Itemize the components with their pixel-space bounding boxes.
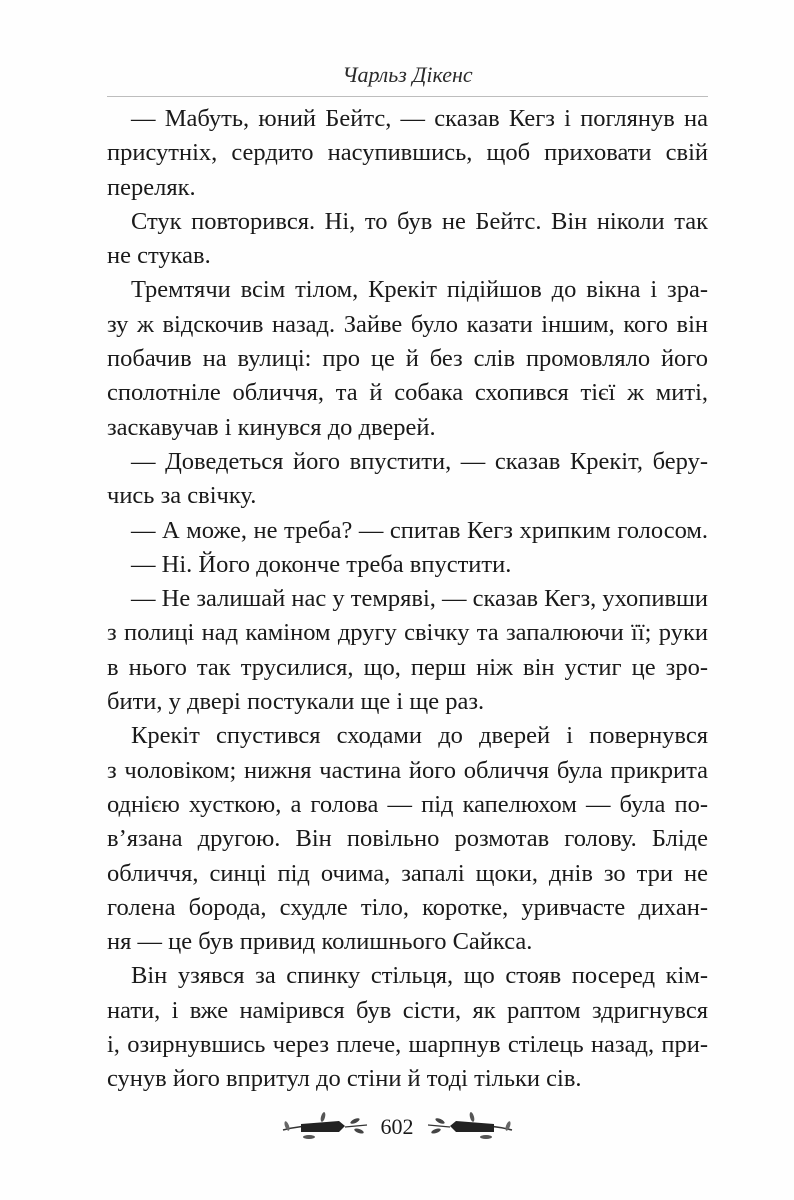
text-line: нати, і вже намірився був сісти, як раптом здригнувся xyxy=(107,996,708,1024)
text-line: бити, у двері постукали ще і ще раз. xyxy=(107,688,485,716)
text-line: ня — це був привид колишнього Сайкса. xyxy=(107,928,533,956)
text-line: сполотніле обличчя, та й собака схопився тієї ж миті, xyxy=(107,379,708,407)
text-line: не стукав. xyxy=(107,242,211,270)
text-line: — А може, не треба? — спитав Кегз хрипким голосом. xyxy=(131,516,708,544)
text-line: сунув його впритул до стіни й тоді тільки сів. xyxy=(107,1065,582,1093)
text-line: зу ж відскочив назад. Зайве було казати іншим, кого він xyxy=(107,310,708,338)
body-text xyxy=(107,102,708,1097)
text-line: Тремтячи всім тілом, Крекіт підійшов до вікна і зра- xyxy=(131,276,708,304)
text-line: заскавучав і кинувся до дверей. xyxy=(107,413,436,441)
text-line: однією хусткою, а голова — під капелюхом — була по- xyxy=(107,790,708,818)
text-line: — Доведеться його впустити, — сказав Крекіт, беру- xyxy=(131,447,708,475)
text-line: Крекіт спустився сходами до дверей і повернувся xyxy=(131,722,708,750)
text-line: обличчя, синці під очима, запалі щоки, днів зо три не xyxy=(107,859,708,887)
laurel-branch-left-icon xyxy=(279,1112,371,1142)
text-line: з полиці над каміном другу свічку та запалюючи її; руки xyxy=(107,619,708,647)
page-footer xyxy=(0,1112,794,1142)
text-line: голена борода, схудле тіло, коротке, уривчасте дихан- xyxy=(107,893,708,921)
text-line: побачив на вулиці: про це й без слів промовляло його xyxy=(107,345,708,373)
text-line: чись за свічку. xyxy=(107,482,257,510)
text-line: — Не залишай нас у темряві, — сказав Кегз, ухопивши xyxy=(131,585,708,613)
text-line: і, озирнувшись через плече, шарпнув стілець назад, при- xyxy=(107,1031,708,1059)
text-line: переляк. xyxy=(107,173,196,201)
header-rule xyxy=(107,96,708,97)
text-line: в нього так трусилися, що, перш ніж він устиг це зро- xyxy=(107,653,708,681)
text-line: Він узявся за спинку стільця, що стояв посеред кім- xyxy=(131,962,708,990)
text-line: — Мабуть, юний Бейтс, — сказав Кегз і поглянув на xyxy=(131,105,708,132)
text-line: з чоловіком; нижня частина його обличчя була прикрита xyxy=(107,756,708,784)
laurel-branch-right-icon xyxy=(424,1112,516,1142)
text-line: присутніх, сердито насупившись, щоб приховати свій xyxy=(107,139,708,167)
text-line: в’язана другою. Він повільно розмотав голову. Бліде xyxy=(107,825,708,853)
text-line: Стук повторився. Ні, то був не Бейтс. Він ніколи так xyxy=(131,207,708,235)
page-number: 602 xyxy=(380,1114,414,1139)
running-header: Чарльз Дікенс xyxy=(342,62,473,87)
text-line: — Ні. Його доконче треба впустити. xyxy=(131,550,512,578)
